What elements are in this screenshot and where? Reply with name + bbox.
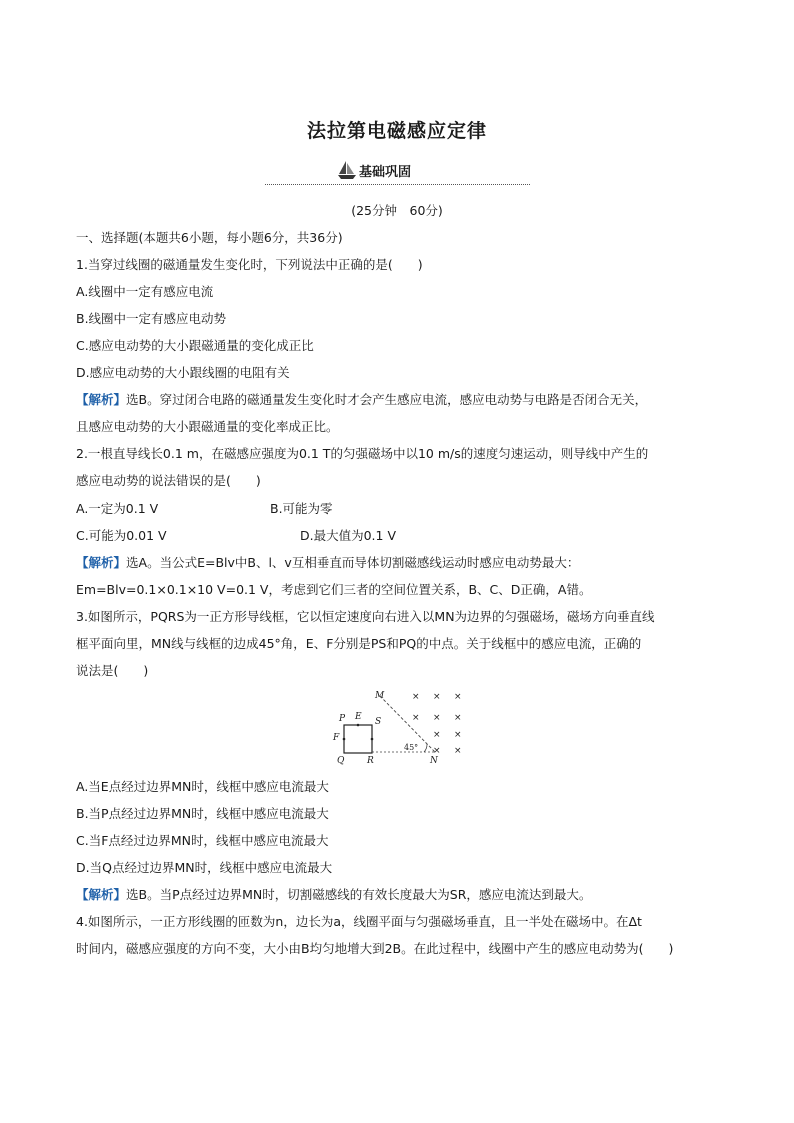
- label-q: Q: [337, 756, 345, 766]
- point-e: [357, 724, 360, 727]
- field-cross: ×: [433, 692, 441, 702]
- analysis-text: 选B。穿过闭合电路的磁通量发生变化时才会产生感应电流，感应电动势与电路是否闭合无关，: [126, 392, 648, 407]
- question-2-stem: 2.一根直导线长0.1 m，在磁感应强度为0.1 T的匀强磁场中以10 m/s的速度匀速运动，则导线中产生的: [76, 446, 649, 461]
- square-frame: [344, 725, 372, 753]
- section-header: [265, 158, 530, 185]
- question-3-option-c: C.当F点经过边界MN时，线框中感应电流最大: [76, 833, 329, 848]
- question-3-option-b: B.当P点经过边界MN时，线框中感应电流最大: [76, 806, 329, 821]
- question-2-stem-cont: 感应电动势的说法错误的是( ): [76, 473, 261, 488]
- analysis-text: 选A。当公式E=Blv中B、l、v互相垂直而导体切割磁感线运动时感应电动势最大：: [126, 555, 580, 570]
- label-f: F: [333, 733, 340, 743]
- question-1-analysis-cont: 且感应电动势的大小跟磁通量的变化率成正比。: [76, 419, 339, 434]
- field-cross: ×: [454, 713, 462, 723]
- question-2-option-c: C.可能为0.01 V: [76, 528, 167, 543]
- question-1-analysis: [76, 391, 647, 409]
- question-1-option-d: D.感应电动势的大小跟线圈的电阻有关: [76, 365, 290, 380]
- label-s: S: [375, 717, 382, 727]
- question-2-option-b: B.可能为零: [270, 501, 333, 516]
- question-2-analysis: [76, 554, 579, 572]
- question-3-option-d: D.当Q点经过边界MN时，线框中感应电流最大: [76, 860, 333, 875]
- field-cross: ×: [433, 746, 441, 756]
- part-heading: 一、选择题(本题共6小题，每小题6分，共36分): [76, 230, 343, 245]
- question-3-analysis: [76, 886, 591, 904]
- section-label: 基础巩固: [359, 165, 412, 180]
- field-cross: ×: [412, 692, 420, 702]
- label-r: R: [367, 756, 374, 766]
- question-1-option-c: C.感应电动势的大小跟磁通量的变化成正比: [76, 338, 314, 353]
- question-3-stem: 3.如图所示，PQRS为一正方形导线框，它以恒定速度向右进入以MN为边界的匀强磁场，磁场方向垂直线: [76, 609, 655, 624]
- analysis-tag: 【解析】: [76, 887, 127, 902]
- angle-arc: [424, 744, 427, 752]
- analysis-text: 选B。当P点经过边界MN时，切割磁感线的有效长度最大为SR，感应电流达到最大。: [126, 887, 592, 902]
- question-1-option-a: A.线圈中一定有感应电流: [76, 284, 214, 299]
- point-s-mid: [371, 738, 374, 741]
- question-3-figure: [328, 688, 478, 768]
- question-2-analysis-cont: Em=Blv=0.1×0.1×10 V=0.1 V，考虑到它们三者的空间位置关系，B、C、D正确，A错。: [76, 582, 592, 597]
- field-cross: ×: [454, 746, 462, 756]
- page-title: 法拉第电磁感应定律: [306, 120, 487, 142]
- question-2-option-a: A.一定为0.1 V: [76, 501, 159, 516]
- field-cross: ×: [412, 713, 420, 723]
- question-2-option-d: D.最大值为0.1 V: [300, 528, 397, 543]
- question-3-stem-cont: 框平面向里，MN线与线框的边成45°角，E、F分别是PS和PQ的中点。关于线框中的感应电流，正确的: [76, 636, 642, 651]
- question-3-option-a: A.当E点经过边界MN时，线框中感应电流最大: [76, 779, 329, 794]
- label-m: M: [375, 691, 385, 701]
- analysis-tag: 【解析】: [76, 392, 127, 407]
- magnetic-field-crosses: [412, 692, 462, 756]
- question-4-stem: 4.如图所示，一正方形线圈的匝数为n，边长为a，线圈平面与匀强磁场垂直，且一半处在磁场中。在Δt: [76, 914, 642, 929]
- label-e: E: [355, 712, 362, 722]
- question-3-stem-end: 说法是( ): [76, 663, 149, 678]
- field-cross: ×: [454, 692, 462, 702]
- field-cross: ×: [454, 730, 462, 740]
- time-note: (25分钟 60分): [351, 203, 443, 218]
- field-cross: ×: [433, 730, 441, 740]
- label-p: P: [339, 714, 346, 724]
- point-f: [343, 738, 346, 741]
- question-1-option-b: B.线圈中一定有感应电动势: [76, 311, 227, 326]
- field-cross: ×: [433, 713, 441, 723]
- angle-label: 45°: [404, 743, 419, 752]
- question-1-stem: 1.当穿过线圈的磁通量发生变化时，下列说法中正确的是( ): [76, 257, 423, 272]
- question-4-stem-cont: 时间内，磁感应强度的方向不变，大小由B均匀地增大到2B。在此过程中，线圈中产生的感应电动势为( ): [76, 941, 674, 956]
- analysis-tag: 【解析】: [76, 555, 127, 570]
- sailboat-icon: [337, 160, 357, 180]
- label-n: N: [430, 756, 438, 766]
